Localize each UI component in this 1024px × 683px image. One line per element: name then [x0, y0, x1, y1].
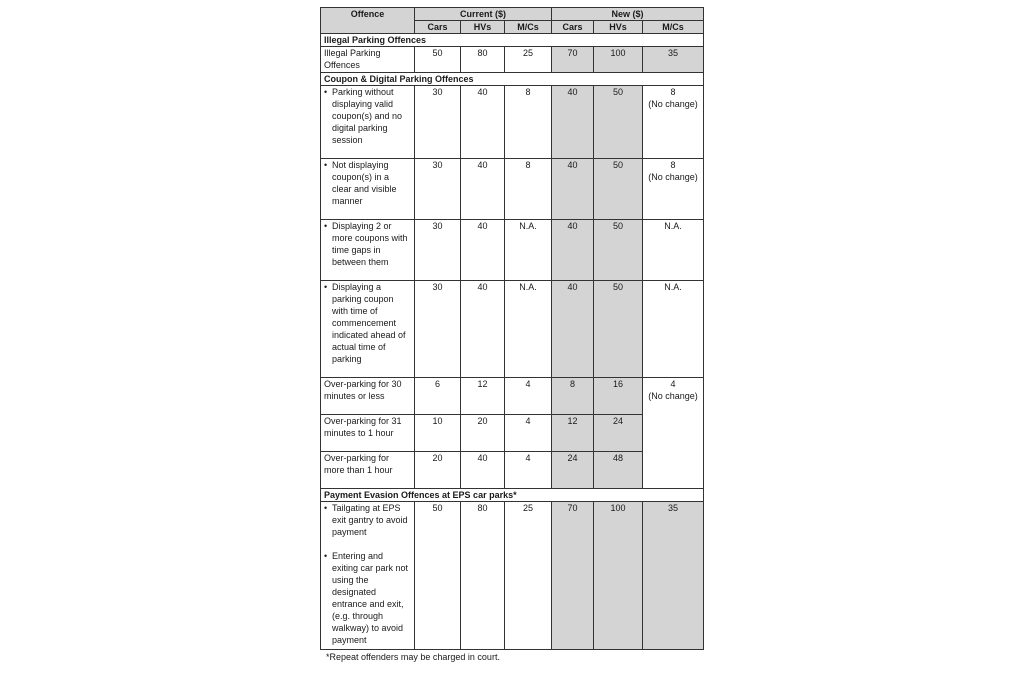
new-cars-cell: 40 — [552, 159, 594, 220]
section-title: Payment Evasion Offences at EPS car parks* — [321, 489, 704, 502]
table-row — [321, 378, 704, 415]
new-hvs-cell: 16 — [594, 378, 643, 415]
new-cars-cell: 40 — [552, 281, 594, 378]
table-row — [321, 86, 704, 159]
no-change-note: (No change) — [648, 172, 698, 182]
new-mcs-value: 8 — [670, 87, 676, 97]
new-hvs-cell: 50 — [594, 281, 643, 378]
new-cars-cell: 70 — [552, 47, 594, 73]
current-hvs-cell: 40 — [461, 452, 505, 489]
offence-cell: Over-parking for 30 minutes or less — [321, 378, 415, 415]
fines-table — [320, 7, 704, 650]
current-hvs-cell: 40 — [461, 281, 505, 378]
current-hvs-cell: 40 — [461, 220, 505, 281]
table-row — [321, 281, 704, 378]
new-mcs-cell — [643, 86, 704, 159]
bullet-item: • Displaying a parking coupon with time of commencement indicated ahead of actual time of parking — [324, 281, 411, 365]
current-hvs-cell: 80 — [461, 47, 505, 73]
offence-cell — [321, 159, 415, 220]
table-row — [321, 47, 704, 73]
new-hvs-cell: 50 — [594, 220, 643, 281]
header-new-cars: Cars — [552, 21, 594, 34]
offence-cell — [321, 86, 415, 159]
header-new-hvs: HVs — [594, 21, 643, 34]
current-cars-cell: 50 — [415, 47, 461, 73]
new-cars-cell: 24 — [552, 452, 594, 489]
new-hvs-cell: 48 — [594, 452, 643, 489]
new-hvs-cell: 100 — [594, 502, 643, 650]
bullet-item: • Not displaying coupon(s) in a clear and visible manner — [324, 159, 411, 207]
table-row — [321, 220, 704, 281]
current-hvs-cell: 12 — [461, 378, 505, 415]
offence-cell: Illegal Parking Offences — [321, 47, 415, 73]
current-cars-cell: 30 — [415, 86, 461, 159]
new-mcs-cell: N.A. — [643, 281, 704, 378]
current-hvs-cell: 40 — [461, 159, 505, 220]
new-cars-cell: 40 — [552, 86, 594, 159]
bullet-item: • Entering and exiting car park not using the designated entrance and exit, (e.g. through walkway) to avoid payment — [324, 550, 411, 646]
current-hvs-cell: 40 — [461, 86, 505, 159]
new-hvs-cell: 100 — [594, 47, 643, 73]
header-row-groups — [321, 8, 704, 21]
table-row — [321, 502, 704, 650]
new-mcs-value: 4 — [670, 379, 676, 389]
current-mcs-cell: 25 — [505, 47, 552, 73]
header-current: Current ($) — [415, 8, 552, 21]
current-cars-cell: 6 — [415, 378, 461, 415]
section-coupon-digital — [321, 73, 704, 86]
current-mcs-cell: 25 — [505, 502, 552, 650]
offence-cell — [321, 281, 415, 378]
new-mcs-cell — [643, 378, 704, 489]
table-row — [321, 159, 704, 220]
new-mcs-cell — [643, 159, 704, 220]
header-current-mcs: M/Cs — [505, 21, 552, 34]
header-offence: Offence — [321, 8, 415, 34]
header-current-cars: Cars — [415, 21, 461, 34]
header-new-mcs: M/Cs — [643, 21, 704, 34]
offence-cell: Over-parking for more than 1 hour — [321, 452, 415, 489]
current-mcs-cell: N.A. — [505, 220, 552, 281]
new-cars-cell: 8 — [552, 378, 594, 415]
new-cars-cell: 12 — [552, 415, 594, 452]
new-mcs-value: 8 — [670, 160, 676, 170]
current-mcs-cell: 4 — [505, 415, 552, 452]
offence-cell: Over-parking for 31 minutes to 1 hour — [321, 415, 415, 452]
bullet-item: • Displaying 2 or more coupons with time gaps in between them — [324, 220, 411, 268]
header-new: New ($) — [552, 8, 704, 21]
offence-cell — [321, 220, 415, 281]
header-current-hvs: HVs — [461, 21, 505, 34]
no-change-note: (No change) — [648, 99, 698, 109]
no-change-note: (No change) — [648, 391, 698, 401]
new-mcs-cell: 35 — [643, 502, 704, 650]
current-mcs-cell: 8 — [505, 86, 552, 159]
current-hvs-cell: 20 — [461, 415, 505, 452]
current-mcs-cell: 4 — [505, 378, 552, 415]
new-hvs-cell: 24 — [594, 415, 643, 452]
section-title: Coupon & Digital Parking Offences — [321, 73, 704, 86]
section-payment-evasion — [321, 489, 704, 502]
section-illegal-parking — [321, 34, 704, 47]
current-cars-cell: 10 — [415, 415, 461, 452]
current-cars-cell: 30 — [415, 220, 461, 281]
current-cars-cell: 50 — [415, 502, 461, 650]
footnote: *Repeat offenders may be charged in court. — [326, 652, 500, 662]
current-mcs-cell: 8 — [505, 159, 552, 220]
current-cars-cell: 20 — [415, 452, 461, 489]
new-mcs-cell: N.A. — [643, 220, 704, 281]
current-cars-cell: 30 — [415, 159, 461, 220]
new-cars-cell: 40 — [552, 220, 594, 281]
new-hvs-cell: 50 — [594, 86, 643, 159]
current-mcs-cell: N.A. — [505, 281, 552, 378]
bullet-item: • Parking without displaying valid coupon(s) and no digital parking session — [324, 86, 411, 146]
offence-cell — [321, 502, 415, 650]
new-mcs-cell: 35 — [643, 47, 704, 73]
fines-document — [320, 7, 704, 663]
current-hvs-cell: 80 — [461, 502, 505, 650]
current-cars-cell: 30 — [415, 281, 461, 378]
current-mcs-cell: 4 — [505, 452, 552, 489]
section-title: Illegal Parking Offences — [321, 34, 704, 47]
bullet-item: • Tailgating at EPS exit gantry to avoid payment — [324, 502, 411, 538]
new-hvs-cell: 50 — [594, 159, 643, 220]
new-cars-cell: 70 — [552, 502, 594, 650]
